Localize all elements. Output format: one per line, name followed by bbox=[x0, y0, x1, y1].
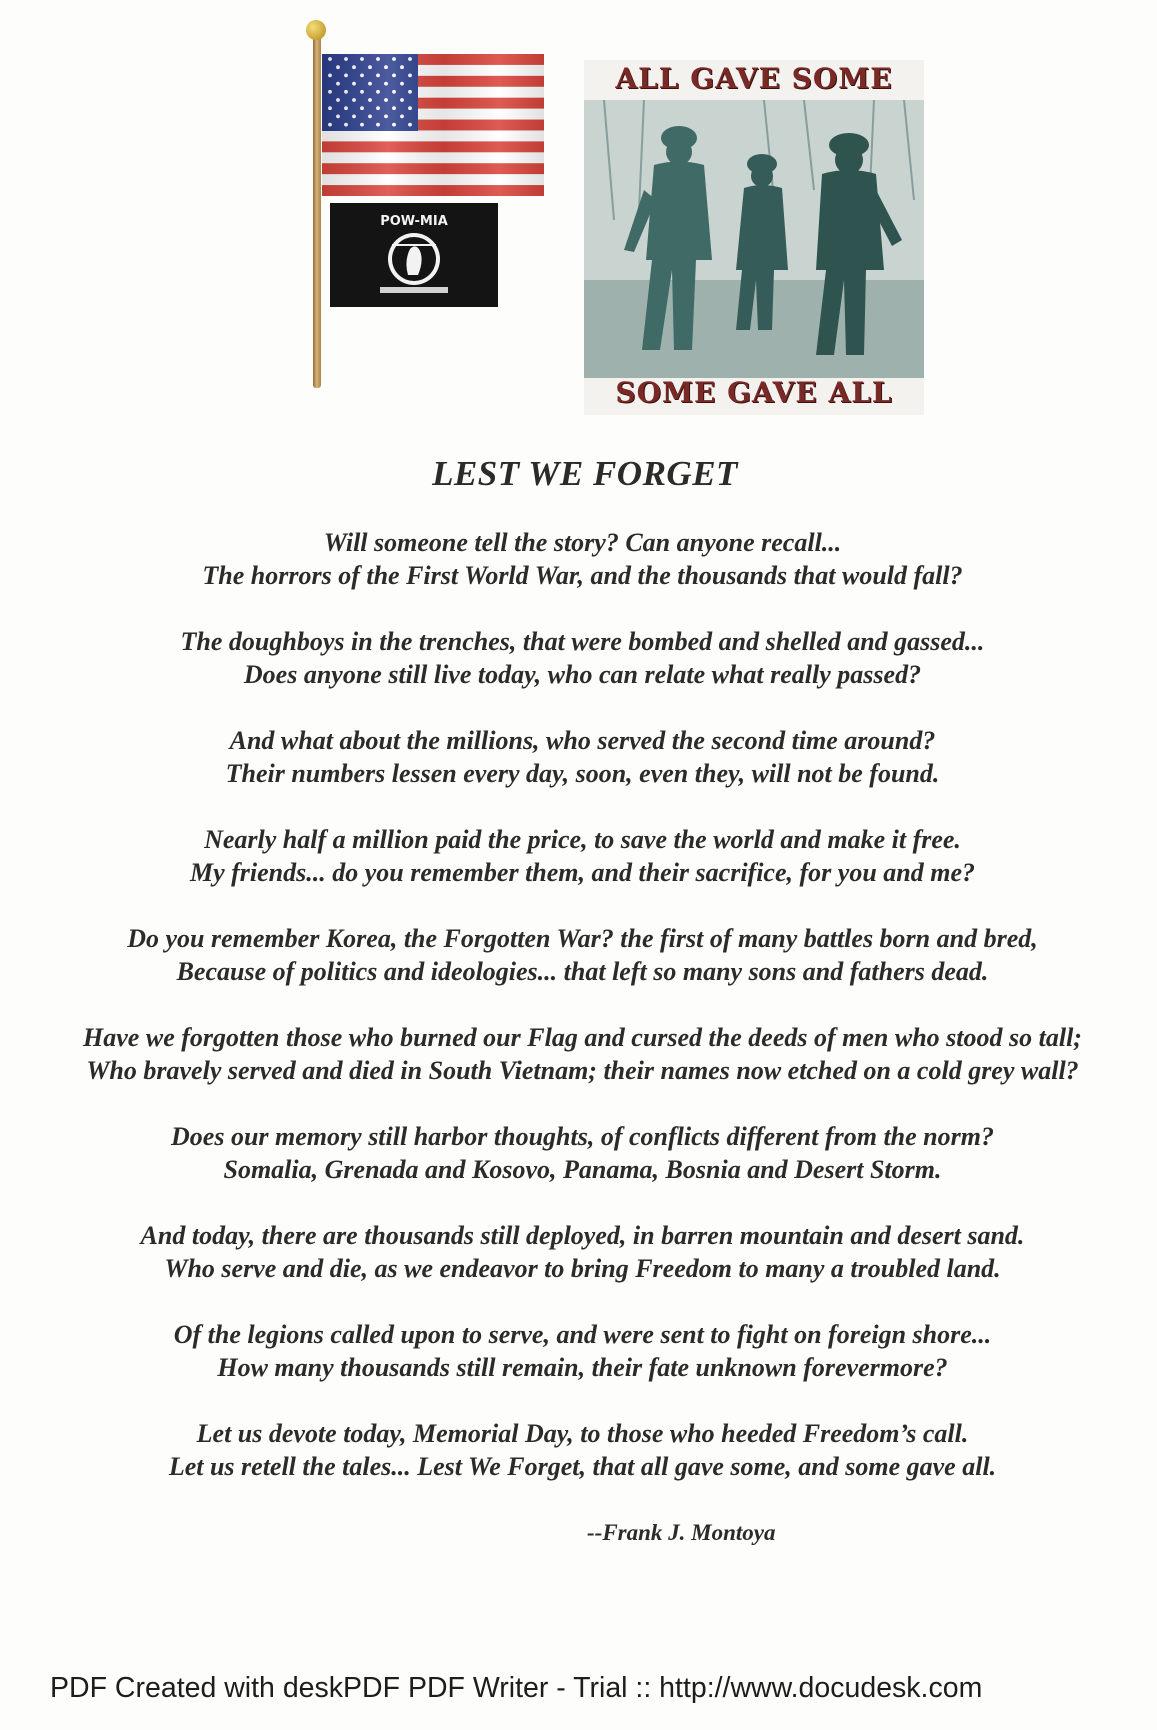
poem-stanza bbox=[10, 1219, 1155, 1285]
poem-stanza bbox=[10, 625, 1155, 691]
poem-line: Do you remember Korea, the Forgotten War? the first of many battles born and bred, bbox=[127, 924, 1038, 953]
poem-line: Nearly half a million paid the price, to save the world and make it free. bbox=[204, 825, 961, 854]
poem-line: The doughboys in the trenches, that were bombed and shelled and gassed... bbox=[180, 627, 985, 656]
poem-title: LEST WE FORGET bbox=[432, 454, 738, 493]
poem-line: Have we forgotten those who burned our Flag and cursed the deeds of men who stood so tall; bbox=[83, 1023, 1082, 1052]
poem-line: Who serve and die, as we endeavor to bring Freedom to many a troubled land. bbox=[164, 1254, 1001, 1283]
poem-stanza bbox=[10, 526, 1155, 592]
pdf-writer-footer: PDF Created with deskPDF PDF Writer - Trial :: http://www.docudesk.com bbox=[50, 1672, 983, 1704]
poem-line: Of the legions called upon to serve, and were sent to fight on foreign shore... bbox=[173, 1320, 992, 1349]
poem-line: How many thousands still remain, their fate unknown forevermore? bbox=[217, 1353, 948, 1382]
poem-line: Who bravely served and died in South Vietnam; their names now etched on a cold grey wall? bbox=[86, 1056, 1079, 1085]
poster-top-caption: ALL GAVE SOME bbox=[615, 62, 893, 95]
poem-stanza bbox=[10, 823, 1155, 889]
poster-bottom-caption: SOME GAVE ALL bbox=[615, 376, 893, 409]
poem-line: Let us devote today, Memorial Day, to those who heeded Freedom’s call. bbox=[196, 1419, 969, 1448]
poem-body bbox=[10, 526, 1155, 1516]
poem-line: Because of politics and ideologies... that left so many sons and fathers dead. bbox=[176, 957, 989, 986]
poem-line: Does our memory still harbor thoughts, of conflicts different from the norm? bbox=[171, 1122, 994, 1151]
flagpole bbox=[313, 28, 321, 388]
soldiers-photo bbox=[584, 100, 924, 378]
poem-stanza bbox=[10, 1120, 1155, 1186]
poem-stanza bbox=[10, 922, 1155, 988]
poem-line: And what about the millions, who served the second time around? bbox=[229, 726, 936, 755]
flagpole-finial bbox=[306, 20, 326, 40]
poem-line: My friends... do you remember them, and their sacrifice, for you and me? bbox=[189, 858, 975, 887]
poem-line: Will someone tell the story? Can anyone recall... bbox=[323, 528, 842, 557]
svg-text:POW-MIA: POW-MIA bbox=[380, 214, 448, 229]
poem-attribution: --Frank J. Montoya bbox=[587, 1520, 776, 1545]
poem-stanza bbox=[10, 1021, 1155, 1087]
poem-stanza bbox=[10, 1318, 1155, 1384]
us-flag-image bbox=[322, 54, 544, 196]
poem-line: And today, there are thousands still deployed, in barren mountain and desert sand. bbox=[140, 1221, 1025, 1250]
pow-mia-flag-image bbox=[330, 203, 498, 307]
poem-stanza bbox=[10, 724, 1155, 790]
poem-stanza bbox=[10, 1417, 1155, 1483]
poster bbox=[584, 60, 924, 415]
poem-line: The horrors of the First World War, and the thousands that would fall? bbox=[202, 561, 963, 590]
poem-line: Their numbers lessen every day, soon, even they, will not be found. bbox=[225, 759, 940, 788]
poem-line: Somalia, Grenada and Kosovo, Panama, Bosnia and Desert Storm. bbox=[223, 1155, 942, 1184]
poem-line: Does anyone still live today, who can relate what really passed? bbox=[243, 660, 922, 689]
poem-line: Let us retell the tales... Lest We Forget, that all gave some, and some gave all. bbox=[168, 1452, 997, 1481]
